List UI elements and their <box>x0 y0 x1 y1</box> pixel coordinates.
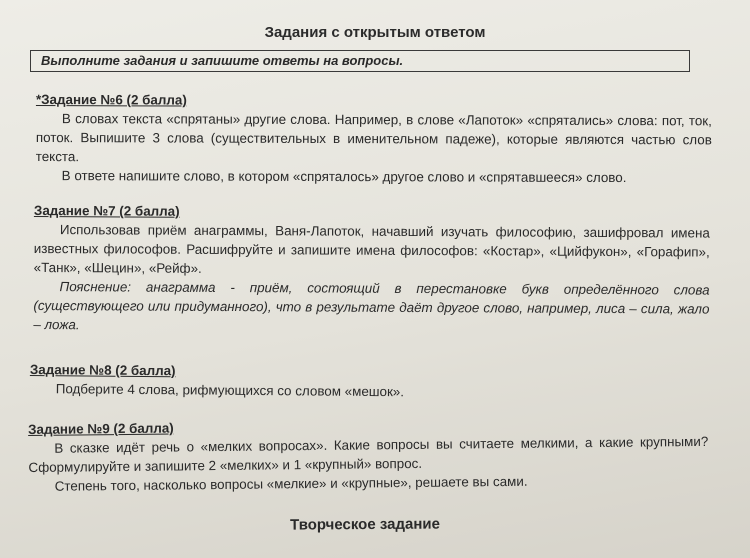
task-6 <box>36 90 712 187</box>
task-8-text: Подберите 4 слова, рифмующихся со словом «мешок». <box>55 381 405 400</box>
instruction-box: Выполните задания и запишите ответы на вопросы. <box>30 50 690 72</box>
task-7 <box>33 201 710 338</box>
task-9-note: Степень того, насколько вопросы «мелкие» и «крупные», решаете вы сами. <box>54 473 528 494</box>
task-6-answer-note: В ответе напишите слово, в котором «спряталось» другое слово и «спрятавшееся» слово. <box>61 168 627 186</box>
task-9 <box>28 413 709 496</box>
task-9-text: В сказке идёт речь о «мелких вопросах». Какие вопросы вы считаете мелкими, а какие крупными? Сформулируйте и запишите 2 «мелких» и 1 «крупный» вопрос. <box>28 433 709 475</box>
creative-task-heading: Творческое задание <box>290 515 440 534</box>
task-7-explanation: Пояснение: анаграмма - приём, состоящий в перестановке букв определённого слова (существующего или придуманного), что в результате даёт другое слово, например, лиса – сила, жало – ложа. <box>33 279 710 333</box>
task-6-text: В словах текста «спрятаны» другие слова. Например, в слове «Лапоток» «спрятались» слова: пот, ток, поток. Выпишите 3 слова (существительных в именительном падеже), которые являются частью слов текста. <box>35 111 712 165</box>
section-heading: Задания с открытым ответом <box>264 24 486 41</box>
task-9-title: Задание №9 (2 балла) <box>28 420 174 437</box>
task-6-title: *Задание №6 (2 балла) <box>35 91 187 108</box>
task-7-title: Задание №7 (2 балла) <box>33 202 180 219</box>
task-8 <box>30 360 706 404</box>
task-7-text: Использовав приём анаграммы, Ваня-Лапоток, начавший изучать философию, зашифровал имена известных философов. Расшифруйте и запишите имена философов: «Костар», «Цийфукон», «Горафип», «Танк», «Шецин», «Рейф». <box>33 222 710 276</box>
task-8-title: Задание №8 (2 балла) <box>29 361 176 379</box>
